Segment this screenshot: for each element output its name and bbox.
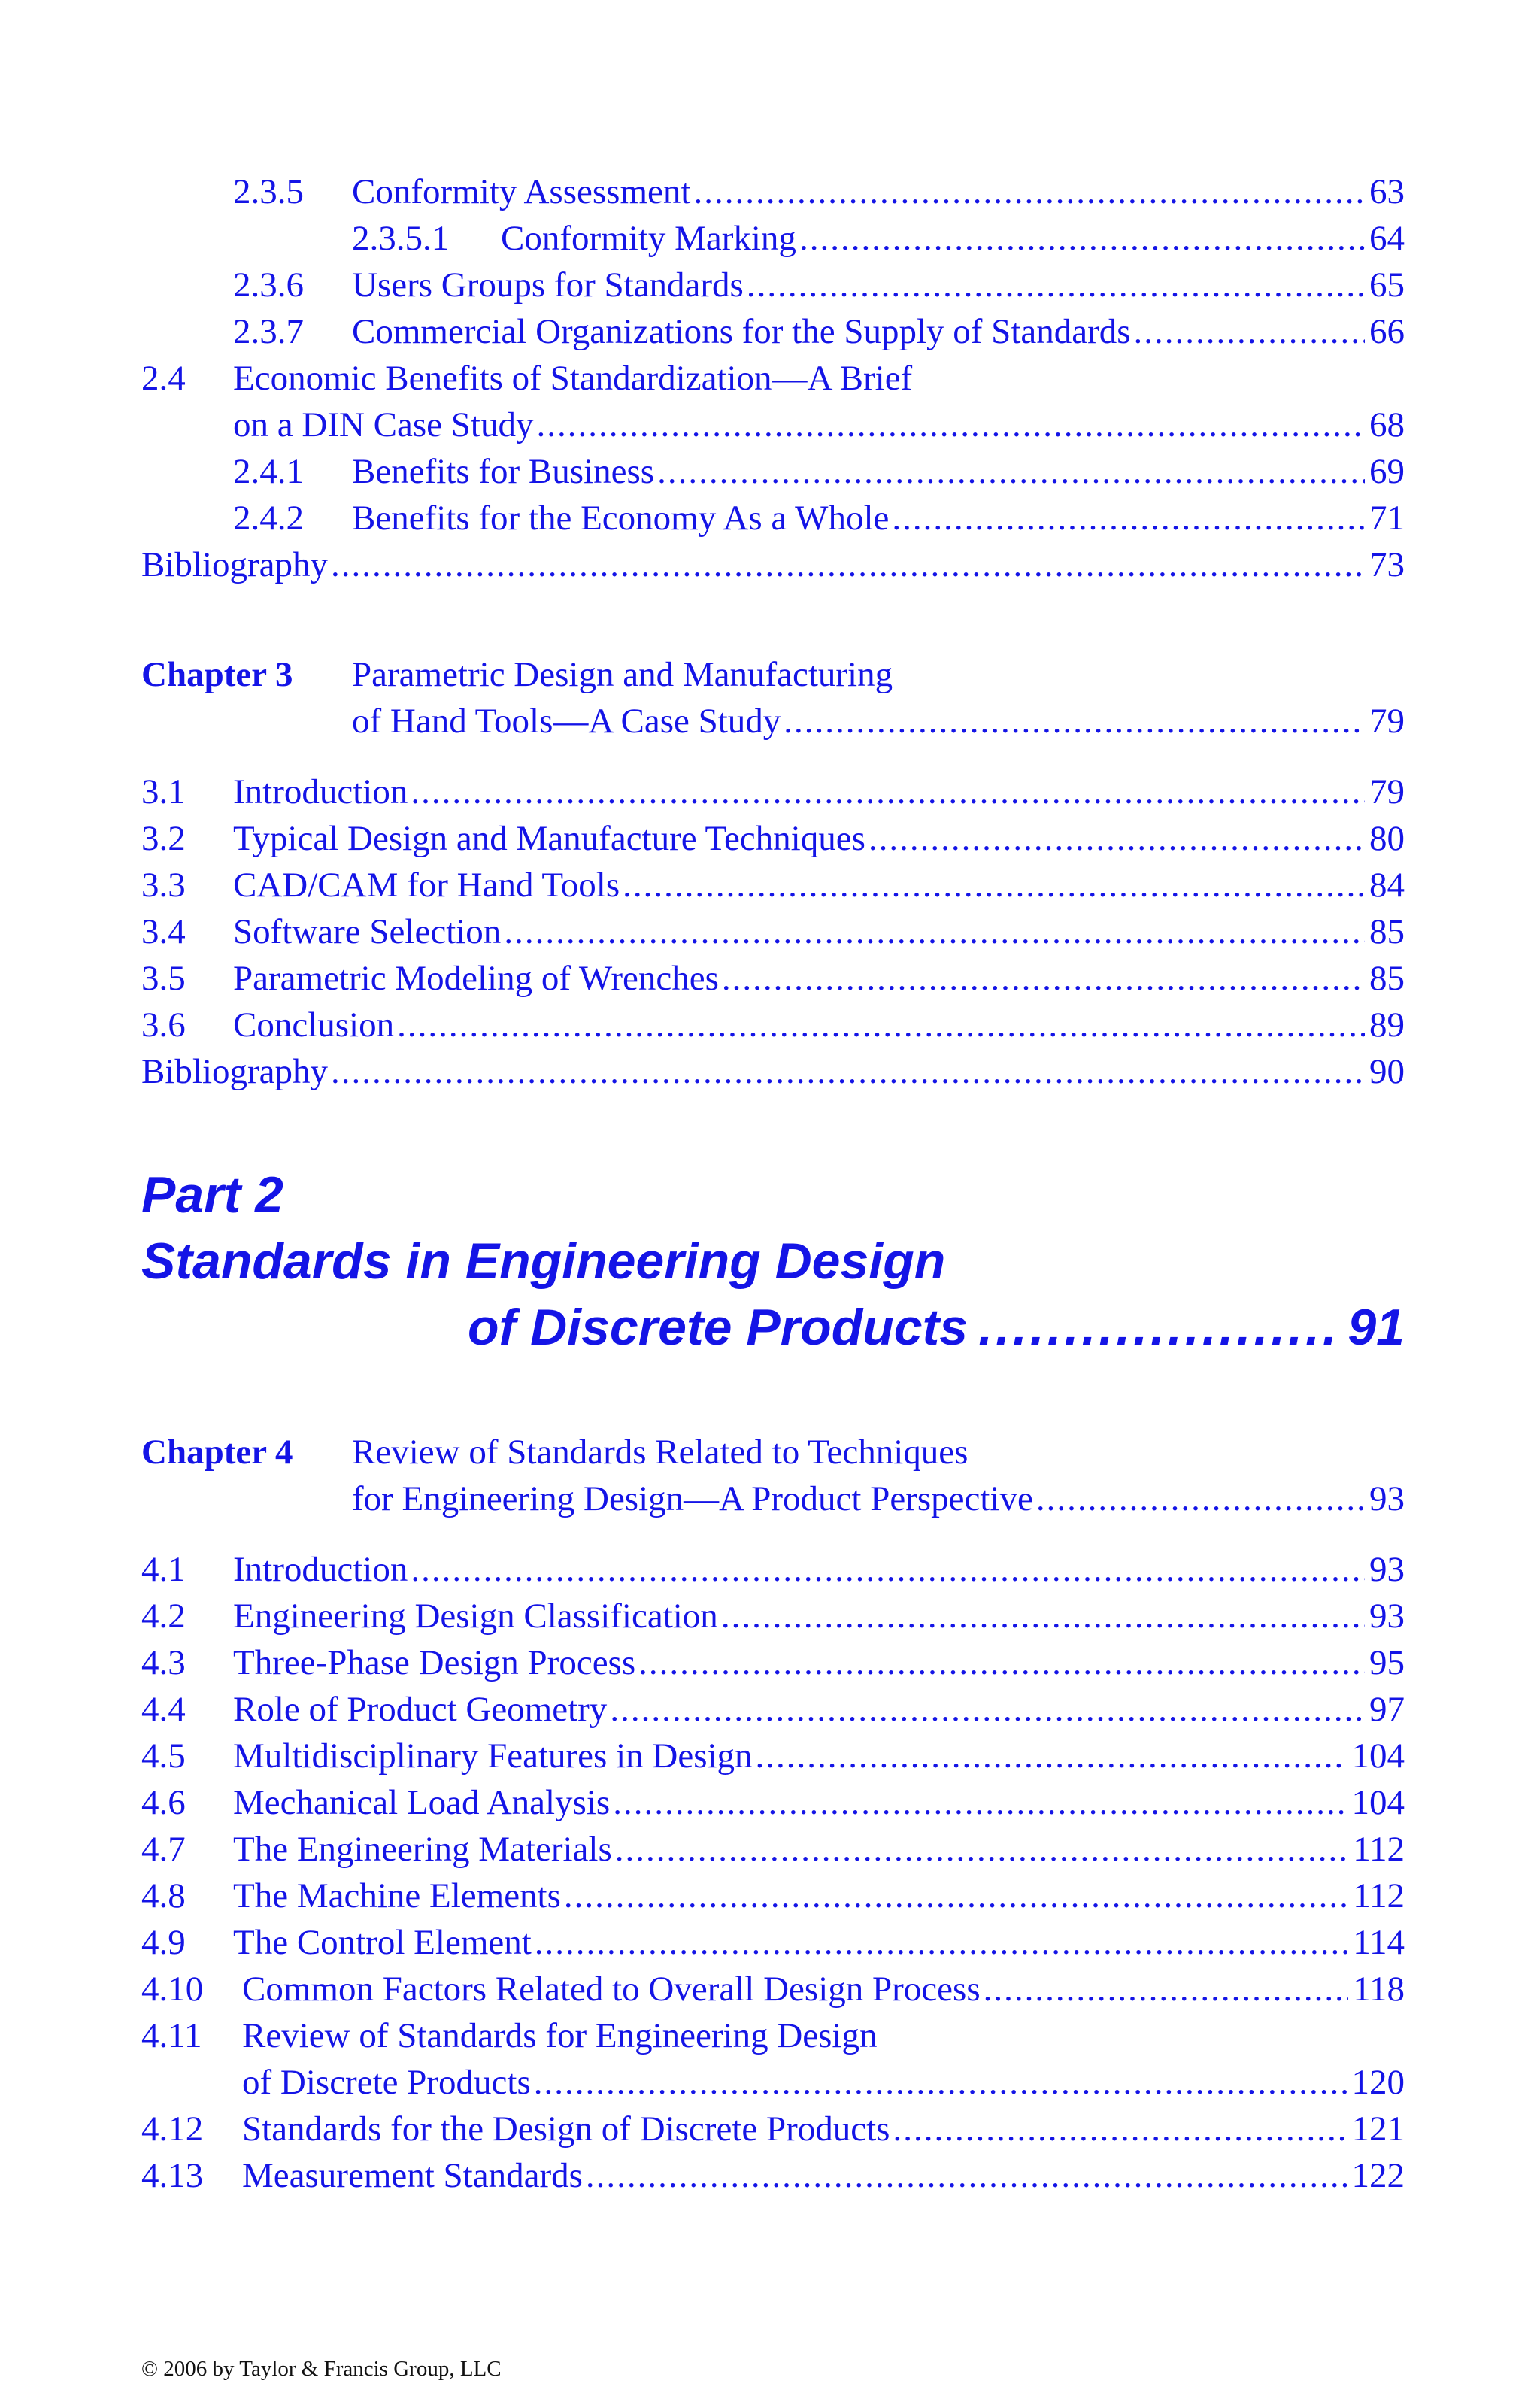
toc-entry[interactable]: [141, 1002, 1405, 1048]
page-number: 97: [1369, 1690, 1405, 1729]
dot-leader: [536, 402, 1365, 448]
toc-entry[interactable]: [141, 908, 1405, 955]
part-title-continued: of Discrete Products: [468, 1299, 969, 1356]
section-title: Role of Product Geometry: [233, 1690, 608, 1729]
copyright-footer: © 2006 by Taylor & Francis Group, LLC: [141, 2357, 502, 2381]
section-title: The Engineering Materials: [233, 1830, 612, 1869]
dot-leader: [892, 495, 1365, 541]
chapter-label: Chapter 4: [141, 1433, 293, 1472]
toc-entry[interactable]: [141, 1639, 1405, 1686]
dot-leader: [657, 448, 1365, 495]
section-title: Benefits for the Economy As a Whole: [352, 499, 890, 538]
dot-leader: [638, 1639, 1365, 1686]
chapter-title-continued: of Hand Tools—A Case Study: [352, 702, 781, 741]
dot-leader: [623, 862, 1365, 908]
section-number: 4.5: [141, 1736, 186, 1776]
dot-leader: [1036, 1475, 1365, 1522]
toc-entry[interactable]: [141, 862, 1405, 908]
section-title: Standards for the Design of Discrete Products: [242, 2109, 890, 2149]
section-number: 4.7: [141, 1830, 186, 1869]
dot-leader: [784, 698, 1365, 745]
section-title: CAD/CAM for Hand Tools: [233, 866, 620, 905]
section-number: 4.8: [141, 1876, 186, 1915]
dot-leader: [799, 215, 1365, 262]
section-title: Review of Standards for Engineering Design: [242, 2016, 878, 2055]
dot-leader: [984, 1966, 1349, 2012]
toc-entry[interactable]: [141, 1686, 1405, 1733]
page-number: 85: [1369, 959, 1405, 998]
part-2-title-line2[interactable]: [468, 1295, 1405, 1360]
chapter-4-heading-line1[interactable]: [141, 1429, 968, 1475]
page-number: 84: [1369, 866, 1405, 905]
section-number: 4.11: [141, 2016, 202, 2055]
page-number: 63: [1369, 172, 1405, 211]
section-title: Common Factors Related to Overall Design Process: [242, 1970, 981, 2009]
page-number: 64: [1369, 219, 1405, 258]
toc-entry[interactable]: [233, 495, 1405, 541]
toc-entry-4-11-line2[interactable]: [242, 2059, 1405, 2106]
dot-leader: [893, 2106, 1347, 2152]
section-number: 4.12: [141, 2109, 204, 2149]
page-number: 122: [1351, 2156, 1405, 2195]
chapter-label: Chapter 3: [141, 655, 293, 694]
toc-entry[interactable]: [141, 2152, 1405, 2199]
dot-leader: [586, 2152, 1348, 2199]
section-title: Introduction: [233, 1550, 408, 1589]
dot-leader: [869, 815, 1365, 862]
page-number: 104: [1351, 1783, 1405, 1822]
dot-leader: [615, 1826, 1348, 1873]
section-number: 3.6: [141, 1005, 186, 1045]
chapter-title: Review of Standards Related to Techniques: [352, 1433, 969, 1472]
toc-entry[interactable]: [141, 955, 1405, 1002]
dot-leader: [504, 908, 1365, 955]
section-number: 2.3.5.1: [352, 219, 450, 258]
section-number: 2.4.2: [233, 499, 304, 538]
dot-leader: [397, 1002, 1365, 1048]
page-number: 114: [1353, 1923, 1405, 1962]
section-number: 2.3.6: [233, 265, 304, 305]
section-title: Bibliography: [141, 1052, 329, 1091]
chapter-3-heading-line2[interactable]: [352, 698, 1405, 745]
section-number: 2.4: [141, 359, 186, 398]
toc-entry[interactable]: [233, 448, 1405, 495]
dot-leader: [564, 1873, 1348, 1919]
page-number: 93: [1369, 1597, 1405, 1636]
toc-entry[interactable]: [141, 815, 1405, 862]
section-title-continued: on a DIN Case Study: [233, 405, 534, 444]
dot-leader: [756, 1733, 1348, 1779]
page-number: 112: [1353, 1876, 1405, 1915]
dot-leader: [722, 955, 1365, 1002]
page-number: 79: [1369, 772, 1405, 811]
section-title: Parametric Modeling of Wrenches: [233, 959, 719, 998]
dot-leader: [331, 1048, 1365, 1095]
section-number: 3.1: [141, 772, 186, 811]
toc-entry[interactable]: [141, 1546, 1405, 1593]
toc-entry[interactable]: [141, 2106, 1405, 2152]
page-number: 93: [1369, 1479, 1405, 1518]
page-number: 118: [1353, 1970, 1405, 2009]
section-number: 4.13: [141, 2156, 204, 2195]
section-title: Multidisciplinary Features in Design: [233, 1736, 753, 1776]
toc-entry-bibliography[interactable]: [141, 1048, 1405, 1095]
page-number: 93: [1369, 1550, 1405, 1589]
page-number: 112: [1353, 1830, 1405, 1869]
section-number: 4.4: [141, 1690, 186, 1729]
toc-entry[interactable]: [141, 1593, 1405, 1639]
section-number: 3.2: [141, 819, 186, 858]
dot-leader: [613, 1779, 1347, 1826]
section-title: The Control Element: [233, 1923, 532, 1962]
toc-entry-2-4-line2[interactable]: [233, 402, 1405, 448]
dot-leader: [693, 168, 1365, 215]
section-number: 3.4: [141, 912, 186, 951]
section-title: Measurement Standards: [242, 2156, 583, 2195]
toc-entry-4-11-line1[interactable]: [141, 2012, 878, 2059]
section-title: Bibliography: [141, 545, 329, 584]
section-number: 4.9: [141, 1923, 186, 1962]
dot-leader: [721, 1593, 1365, 1639]
dot-leader: [610, 1686, 1365, 1733]
page-number: 80: [1369, 819, 1405, 858]
toc-entry[interactable]: [233, 168, 1405, 215]
section-title: The Machine Elements: [233, 1876, 561, 1915]
section-number: 3.5: [141, 959, 186, 998]
toc-entry[interactable]: [141, 1733, 1405, 1779]
page-number: 68: [1369, 405, 1405, 444]
toc-entry[interactable]: [141, 1919, 1405, 1966]
dot-leader: [747, 262, 1365, 308]
section-title: Mechanical Load Analysis: [233, 1783, 611, 1822]
section-title: Software Selection: [233, 912, 502, 951]
section-title: Conformity Assessment: [352, 172, 691, 211]
page-number: 95: [1369, 1643, 1405, 1682]
page-number: 104: [1351, 1736, 1405, 1776]
section-title: Economic Benefits of Standardization—A Brief: [233, 359, 913, 398]
toc-entry[interactable]: [141, 769, 1405, 815]
toc-entry-2-4-line1[interactable]: [141, 355, 912, 402]
page-number: 66: [1369, 312, 1405, 351]
section-title: Three-Phase Design Process: [233, 1643, 636, 1682]
page-number: 69: [1369, 452, 1405, 491]
section-title: Engineering Design Classification: [233, 1597, 718, 1636]
page-number: 65: [1369, 265, 1405, 305]
section-number: 2.3.5: [233, 172, 304, 211]
dot-leader: [534, 2059, 1348, 2106]
part-2-label[interactable]: Part 2: [141, 1166, 283, 1224]
section-number: 4.10: [141, 1970, 204, 2009]
chapter-4-heading-line2[interactable]: [352, 1475, 1405, 1522]
toc-entry[interactable]: [141, 1966, 1405, 2012]
section-number: 2.4.1: [233, 452, 304, 491]
dot-leader: [411, 1546, 1365, 1593]
toc-entry-bibliography[interactable]: [141, 541, 1405, 588]
page-number: 90: [1369, 1052, 1405, 1091]
chapter-3-heading-line1[interactable]: [141, 651, 893, 698]
page-number: 120: [1351, 2063, 1405, 2102]
section-number: 3.3: [141, 866, 186, 905]
page-number: 121: [1351, 2109, 1405, 2149]
page-number: 85: [1369, 912, 1405, 951]
section-number: 4.2: [141, 1597, 186, 1636]
page-number: 71: [1369, 499, 1405, 538]
dot-leader: [411, 769, 1365, 815]
dot-leader: [978, 1295, 1340, 1360]
toc-entry[interactable]: [141, 1779, 1405, 1826]
dot-leader: [535, 1919, 1348, 1966]
section-number: 4.6: [141, 1783, 186, 1822]
section-number: 2.3.7: [233, 312, 304, 351]
part-2-title[interactable]: Standards in Engineering Design: [141, 1233, 946, 1290]
page-number: 73: [1369, 545, 1405, 584]
section-title-continued: of Discrete Products: [242, 2063, 531, 2102]
dot-leader: [1134, 308, 1365, 355]
section-number: 4.3: [141, 1643, 186, 1682]
toc-entry[interactable]: [233, 308, 1405, 355]
chapter-title: Parametric Design and Manufacturing: [352, 655, 893, 694]
section-title: Typical Design and Manufacture Techniques: [233, 819, 865, 858]
toc-entry[interactable]: [141, 1873, 1405, 1919]
section-title: Conformity Marking: [501, 219, 796, 258]
toc-entry[interactable]: [141, 1826, 1405, 1873]
toc-entry[interactable]: [233, 262, 1405, 308]
page-number: 89: [1369, 1005, 1405, 1045]
section-title: Commercial Organizations for the Supply of Standards: [352, 312, 1131, 351]
section-title: Users Groups for Standards: [352, 265, 744, 305]
section-number: 4.1: [141, 1550, 186, 1589]
toc-entry[interactable]: [352, 215, 1405, 262]
section-title: Benefits for Business: [352, 452, 655, 491]
page-number: 91: [1348, 1299, 1405, 1356]
page-number: 79: [1369, 702, 1405, 741]
section-title: Introduction: [233, 772, 408, 811]
chapter-title-continued: for Engineering Design—A Product Perspective: [352, 1479, 1033, 1518]
dot-leader: [331, 541, 1365, 588]
section-title: Conclusion: [233, 1005, 395, 1045]
